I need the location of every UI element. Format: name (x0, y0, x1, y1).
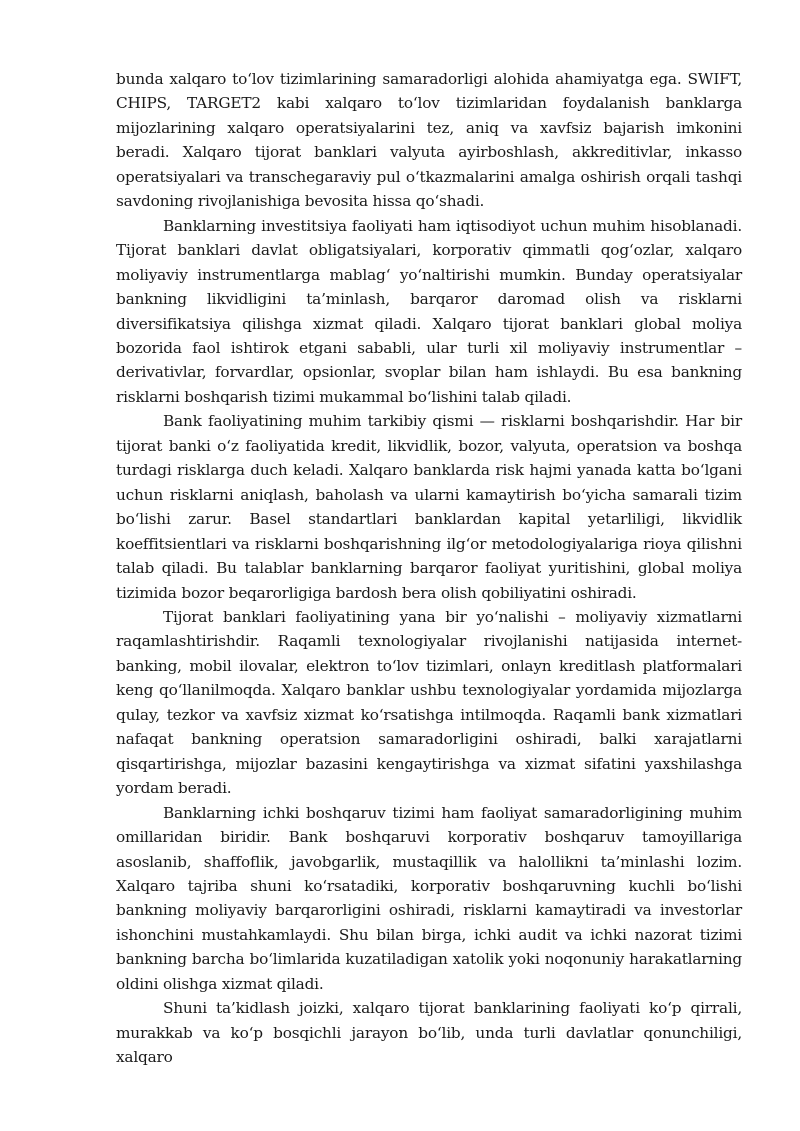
document-page (116, 67, 742, 1070)
paragraph-1: bunda xalqaro to‘lov tizimlarining samaradorligi alohida ahamiyatga ega. SWIFT, CHIPS, TARGET2 kabi xalqaro to‘lov tizimlaridan foydalanish banklarga mijozlarining xalqaro operatsiyalarini tez, aniq va xavfsiz bajarish imkonini beradi. Xalqaro tijorat banklari valyuta ayirboshlash, akkreditivlar, inkasso operatsiyalari va transchegaraviy pul o‘tkazmalarini amalga oshirish orqali tashqi savdoning rivojlanishiga bevosita hissa qo‘shadi. (116, 70, 742, 211)
paragraph-5: Banklarning ichki boshqaruv tizimi ham faoliyat samaradorligining muhim omillaridan biridir. Bank boshqaruvi korporativ boshqaruv tamoyillariga asoslanib, shaffoflik, javobgarlik, mustaqillik va halollikni ta’minlashi lozim. Xalqaro tajriba shuni ko‘rsatadiki, korporativ boshqaruvning kuchli bo‘lishi bankning moliyaviy barqarorligini oshiradi, risklarni kamaytiradi va investorlar ishonchini mustahkamlaydi. Shu bilan birga, ichki audit va ichki nazorat tizimi bankning barcha bo‘limlarida kuzatiladigan xatolik yoki noqonuniy harakatlarning oldini olishga xizmat qiladi. (116, 803, 742, 993)
paragraph-4: Tijorat banklari faoliyatining yana bir yo‘nalishi – moliyaviy xizmatlarni raqamlashtirishdir. Raqamli texnologiyalar rivojlanishi natijasida internet-banking, mobil ilovalar, elektron to‘lov tizimlari, onlayn kreditlash platformalari keng qo‘llanilmoqda. Xalqaro banklar ushbu texnologiyalar yordamida mijozlarga qulay, tezkor va xavfsiz xizmat ko‘rsatishga intilmoqda. Raqamli bank xizmatlari nafaqat bankning operatsion samaradorligini oshiradi, balki xarajatlarni qisqartirishga, mijozlar bazasini kengaytirishga va xizmat sifatini yaxshilashga yordam beradi. (116, 607, 742, 798)
paragraph-6: Shuni ta’kidlash joizki, xalqaro tijorat banklarining faoliyati ko‘p qirrali, murakkab va ko‘p bosqichli jarayon bo‘lib, unda turli davlatlar qonunchiligi, xalqaro (116, 999, 742, 1067)
paragraph-2: Banklarning investitsiya faoliyati ham iqtisodiyot uchun muhim hisoblanadi. Tijorat banklari davlat obligatsiyalari, korporativ qimmatli qog‘ozlar, xalqaro moliyaviy instrumentlarga mablag‘ yo‘naltirishi mumkin. Bunday operatsiyalar bankning likvidligini ta’minlash, barqaror daromad olish va risklarni diversifikatsiya qilishga xizmat qiladi. Xalqaro tijorat banklari global moliya bozorida faol ishtirok etgani sababli, ular turli xil moliyaviy instrumentlar – derivativlar, forvardlar, opsionlar, svoplar bilan ham ishlaydi. Bu esa bankning risklarni boshqarish tizimi mukammal bo‘lishini talab qiladi. (116, 216, 742, 406)
paragraph-3: Bank faoliyatining muhim tarkibiy qismi — risklarni boshqarishdir. Har bir tijorat banki o‘z faoliyatida kredit, likvidlik, bozor, valyuta, operatsion va boshqa turdagi risklarga duch keladi. Xalqaro banklarda risk hajmi yanada katta bo‘lgani uchun risklarni aniqlash, baholash va ularni kamaytirish bo‘yicha samarali tizim bo‘lishi zarur. Basel standartlari banklardan kapital yetarliligi, likvidlik koeffitsientlari va risklarni boshqarishning ilg‘or metodologiyalariga rioya qilishni talab qiladi. Bu talablar banklarning barqaror faoliyat yuritishini, global moliya tizimida bozor beqarorligiga bardosh bera olish qobiliyatini oshiradi. (116, 412, 742, 602)
